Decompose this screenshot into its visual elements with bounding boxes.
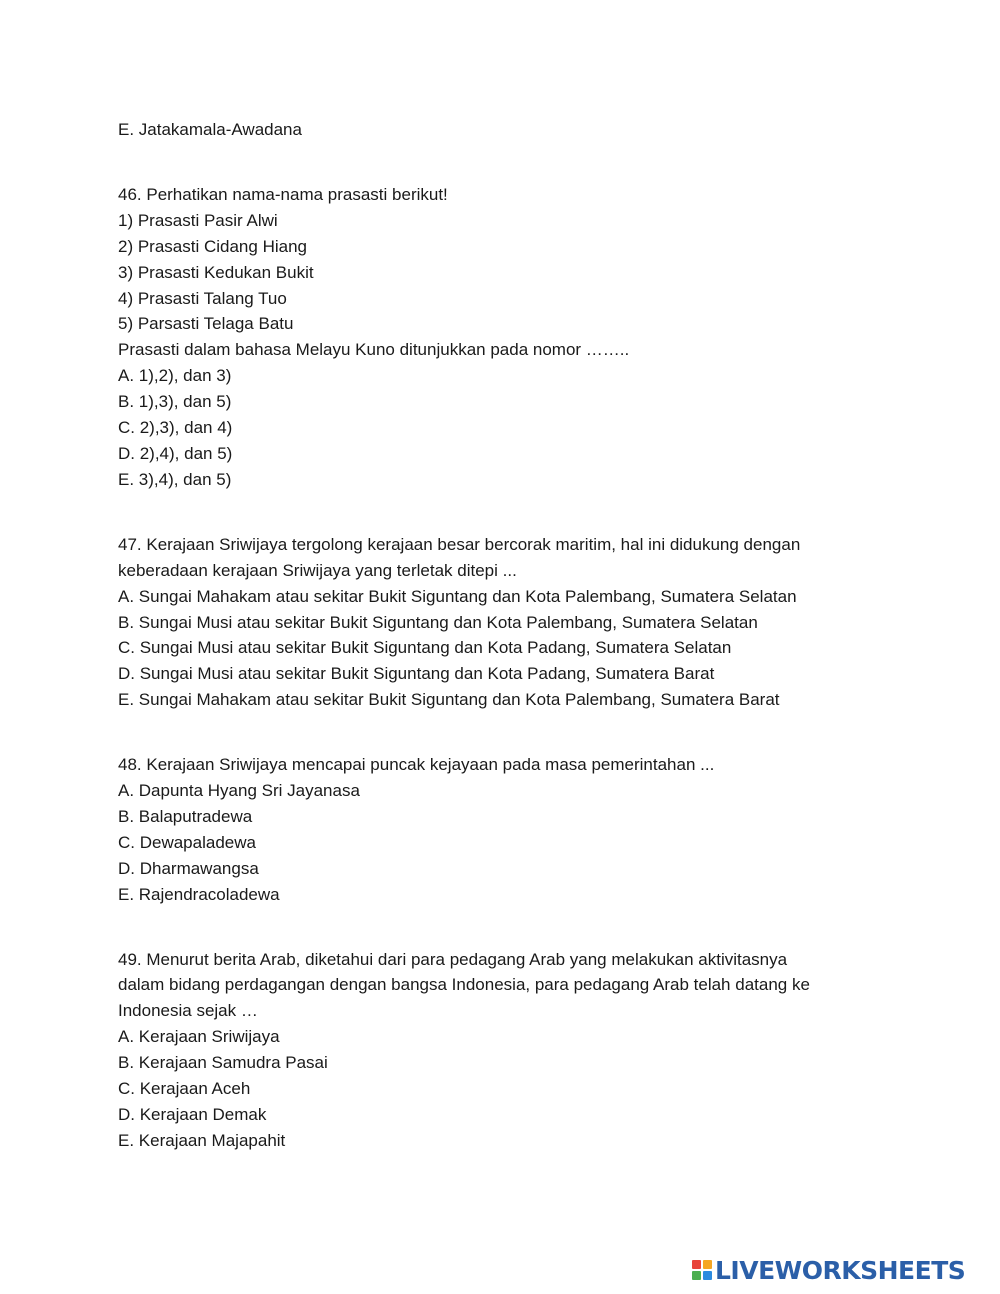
q47-option-a: A. Sungai Mahakam atau sekitar Bukit Siguntang dan Kota Palembang, Sumatera Selatan (118, 586, 797, 606)
question-49 (118, 947, 878, 1154)
question-46 (118, 182, 878, 493)
q49-stem-line-1: 49. Menurut berita Arab, diketahui dari para pedagang Arab yang melakukan aktivitasnya (118, 949, 788, 969)
spacer (118, 493, 878, 532)
logo-text: LIVEWORKSHEETS (715, 1255, 966, 1285)
spacer (118, 713, 878, 752)
q48-option-c: C. Dewapaladewa (118, 832, 256, 852)
logo-block (703, 1260, 712, 1269)
logo-blocks-icon (692, 1260, 712, 1280)
q49-stem-line-3: Indonesia sejak … (118, 1001, 258, 1021)
q46-item: 5) Parsasti Telaga Batu (118, 314, 294, 334)
q48-option-a: A. Dapunta Hyang Sri Jayanasa (118, 781, 360, 801)
q48-option-b: B. Balaputradewa (118, 806, 253, 826)
question-47 (118, 532, 878, 713)
q46-item: 2) Prasasti Cidang Hiang (118, 236, 307, 256)
q48-stem: 48. Kerajaan Sriwijaya mencapai puncak kejayaan pada masa pemerintahan ... (118, 755, 715, 775)
logo-block (692, 1271, 701, 1280)
q46-question: Prasasti dalam bahasa Melayu Kuno ditunjukkan pada nomor …….. (118, 340, 630, 360)
q49-option-c: C. Kerajaan Aceh (118, 1079, 251, 1099)
q46-option-d: D. 2),4), dan 5) (118, 443, 233, 463)
liveworksheets-logo (692, 1255, 965, 1285)
q47-stem-line-1: 47. Kerajaan Sriwijaya tergolong kerajaan besar bercorak maritim, hal ini didukung dengan (118, 534, 801, 554)
q49-option-a: A. Kerajaan Sriwijaya (118, 1027, 280, 1047)
q46-item: 3) Prasasti Kedukan Bukit (118, 262, 314, 282)
q47-option-d: D. Sungai Musi atau sekitar Bukit Siguntang dan Kota Padang, Sumatera Barat (118, 664, 715, 684)
q46-option-a: A. 1),2), dan 3) (118, 366, 232, 386)
q48-option-d: D. Dharmawangsa (118, 858, 259, 878)
q49-option-d: D. Kerajaan Demak (118, 1105, 267, 1124)
logo-block (703, 1271, 712, 1280)
q47-stem-line-2: keberadaan kerajaan Sriwijaya yang terletak ditepi ... (118, 560, 517, 580)
question-48 (118, 752, 878, 907)
q49-stem-line-2: dalam bidang perdagangan dengan bangsa Indonesia, para pedagang Arab telah datang ke (118, 975, 810, 995)
q47-option-e: E. Sungai Mahakam atau sekitar Bukit Siguntang dan Kota Palembang, Sumatera Barat (118, 690, 780, 710)
spacer (118, 143, 878, 182)
q46-option-e: E. 3),4), dan 5) (118, 469, 232, 489)
q49-option-b: B. Kerajaan Samudra Pasai (118, 1053, 328, 1073)
spacer (118, 908, 878, 947)
q46-item: 4) Prasasti Talang Tuo (118, 288, 287, 308)
q46-stem: 46. Perhatikan nama-nama prasasti berikut! (118, 184, 448, 204)
q46-item: 1) Prasasti Pasir Alwi (118, 210, 278, 230)
q48-option-e: E. Rajendracoladewa (118, 884, 280, 904)
q49-option-e: E. Kerajaan Majapahit (118, 1130, 286, 1150)
logo-block (692, 1260, 701, 1269)
q46-option-b: B. 1),3), dan 5) (118, 392, 232, 412)
q47-option-c: C. Sungai Musi atau sekitar Bukit Siguntang dan Kota Padang, Sumatera Selatan (118, 638, 732, 658)
q46-option-c: C. 2),3), dan 4) (118, 418, 233, 438)
worksheet-page (118, 117, 878, 1154)
q45-option-e: E. Jatakamala-Awadana (118, 120, 302, 139)
q47-option-b: B. Sungai Musi atau sekitar Bukit Siguntang dan Kota Palembang, Sumatera Selatan (118, 612, 758, 632)
